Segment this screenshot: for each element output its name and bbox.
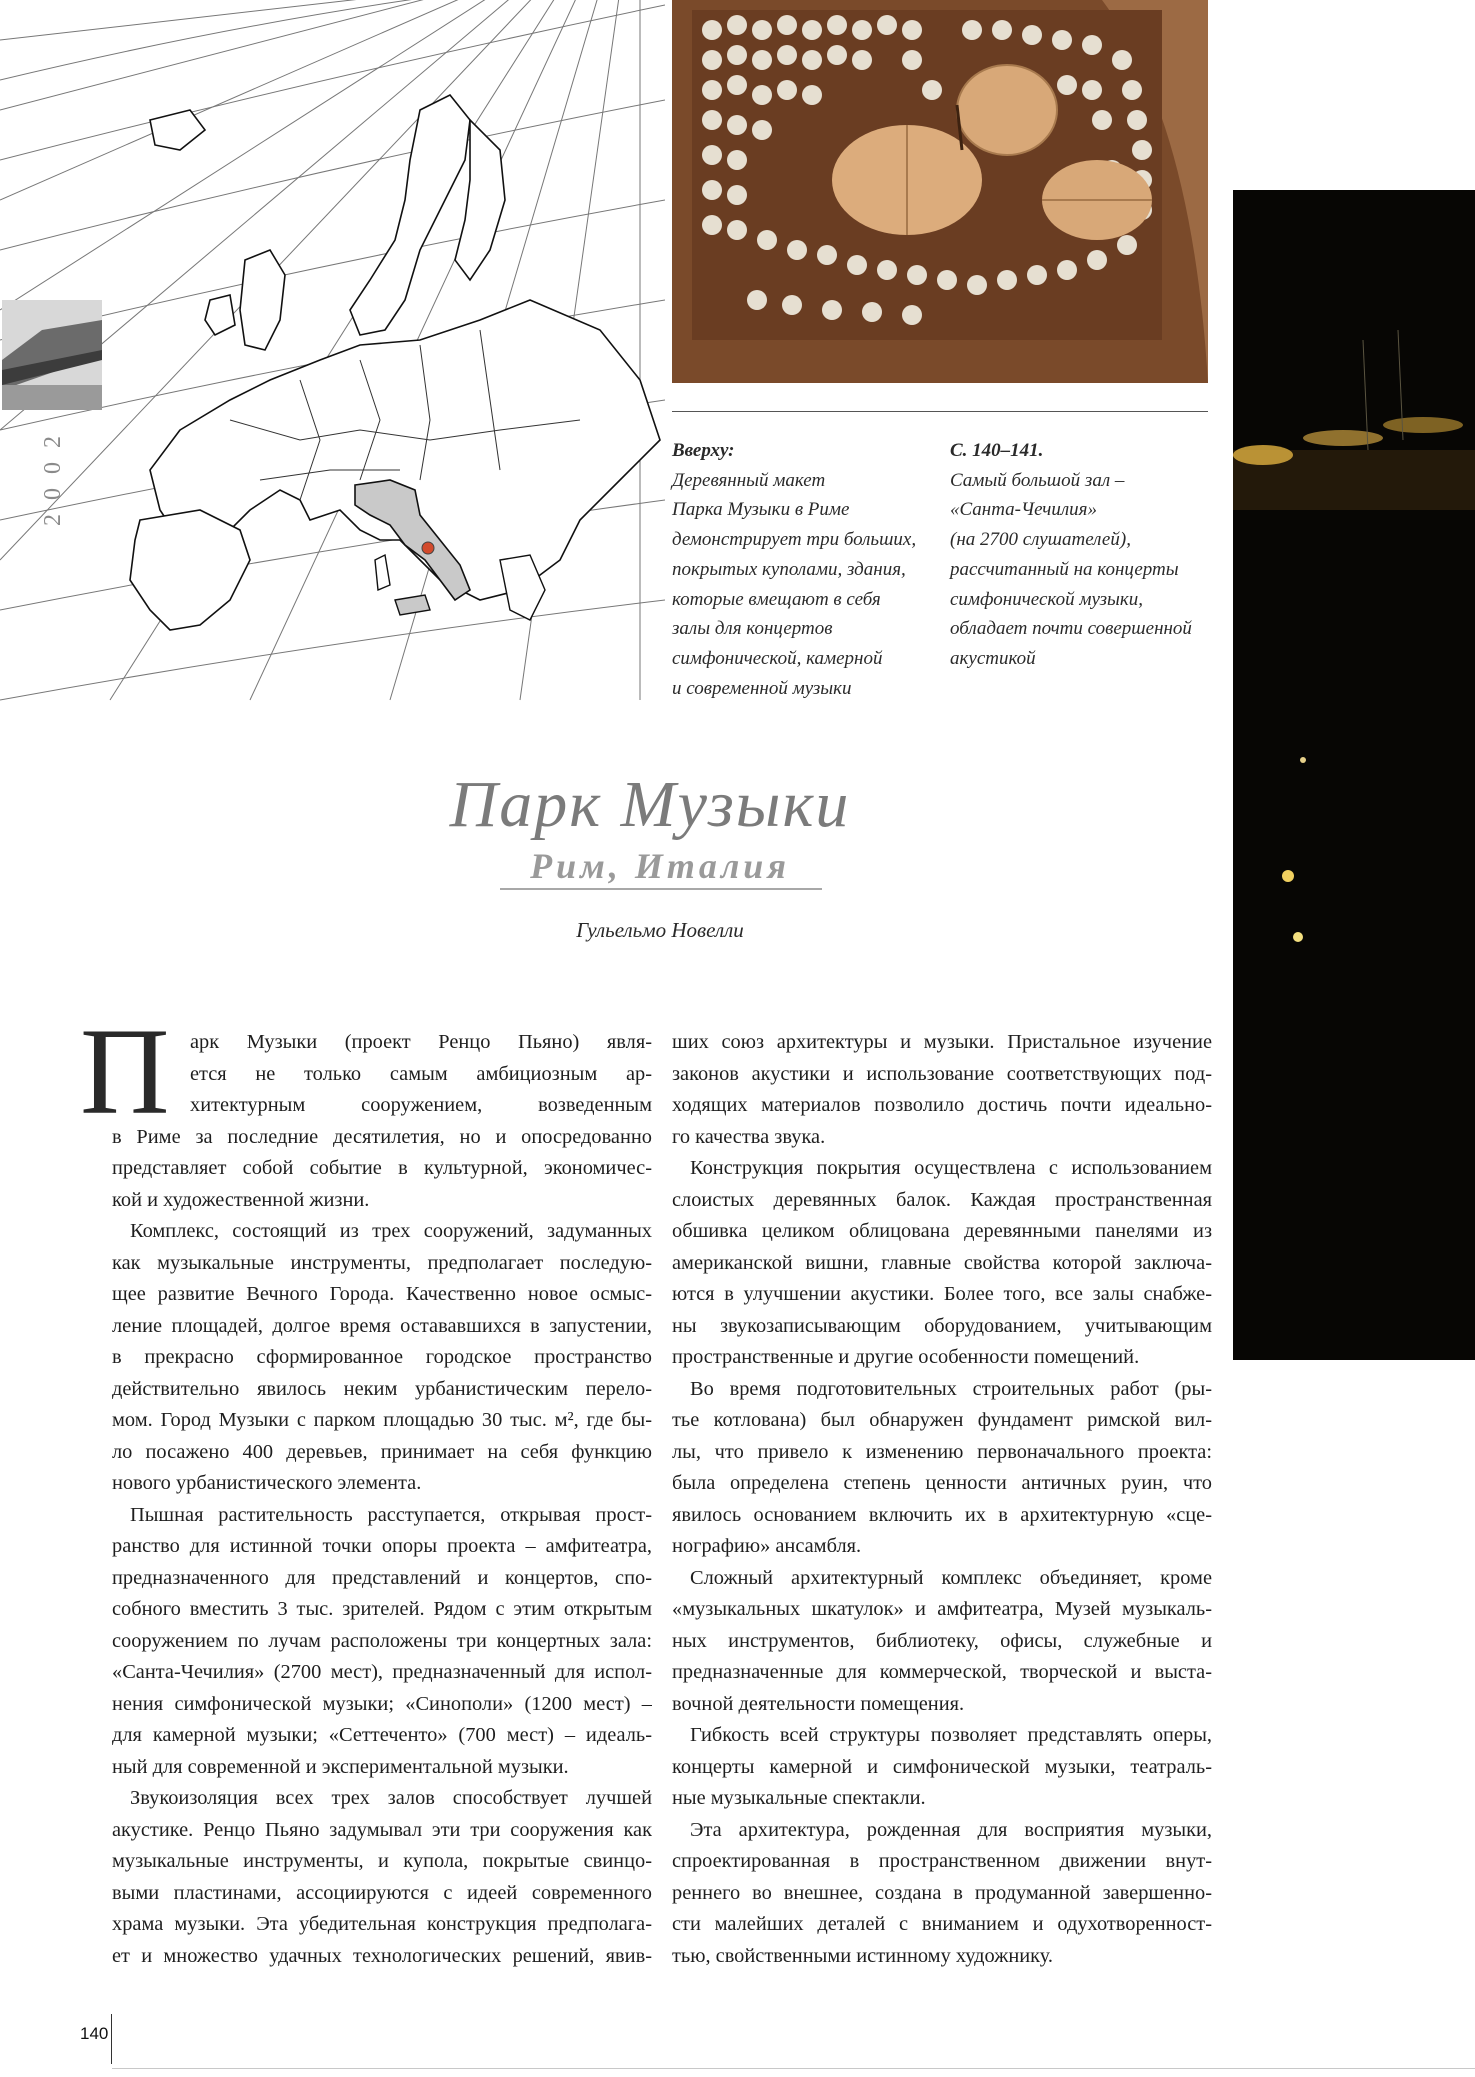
text-line: Во время подготовительных строительных работ (ры- <box>690 1377 1212 1400</box>
text-line: нения симфонической музыки; «Синополи» (1200 мест) – <box>112 1692 652 1715</box>
caption-line: симфонической, камерной <box>672 647 883 669</box>
article-author: Гульельмо Новелли <box>576 918 744 942</box>
footer-rule <box>112 2068 1475 2069</box>
text-line: щее развитие Вечного Города. Качественно новое осмыс- <box>112 1283 652 1305</box>
text-line: предназначенного для представлений и концертов, спо- <box>112 1566 652 1589</box>
text-line: представляет собой событие в культурной, экономичес- <box>112 1157 652 1179</box>
text-line: в прекрасно сформированное городское пространство <box>112 1346 652 1368</box>
caption-heading: Вверху: <box>672 440 735 461</box>
caption-line: демонстрирует три больших, <box>672 529 917 551</box>
text-line: ются в улучшении акустики. Более того, все залы снабже- <box>672 1283 1212 1305</box>
caption-divider <box>672 411 1208 412</box>
text-line: ет и множество удачных технологических решений, явив- <box>112 1944 652 1967</box>
text-line: как музыкальные инструменты, предполагает последую- <box>112 1251 652 1274</box>
text-line: ление площадей, долгое время остававшихся в запустении, <box>112 1314 652 1337</box>
text-line: хитектурным сооружением, возведенным <box>190 1094 652 1116</box>
text-line: го качества звука. <box>672 1125 826 1148</box>
caption-line: залы для концертов <box>672 618 833 640</box>
body-column-left <box>112 1027 652 1972</box>
night-concert-hall-photo <box>1233 190 1475 1360</box>
text-line: сти малейших деталей с вниманием и одухотворенност- <box>672 1913 1212 1935</box>
text-line: ны звукозаписывающим оборудованием, учитывающим <box>672 1314 1212 1337</box>
drop-cap: П <box>80 1003 170 1140</box>
text-line: явилось основанием включить их в архитектурную «сце- <box>672 1503 1212 1526</box>
text-line: законов акустики и использование соответствующих под- <box>672 1062 1212 1085</box>
text-line: выми пластинами, ассоциируются с идеей современного <box>112 1881 652 1904</box>
text-line: собного вместить 3 тыс. зрителей. Рядом с этим открытым <box>112 1598 652 1620</box>
caption-line: которые вмещают в себя <box>672 588 881 610</box>
text-line: Сложный архитектурный комплекс объединяет, кроме <box>690 1566 1212 1589</box>
article-title: Парк Музыки <box>449 768 851 841</box>
text-line: Комплекс, состоящий из трех сооружений, задуманных <box>130 1220 652 1242</box>
text-line: предназначенные для коммерческой, творческой и выста- <box>672 1661 1212 1683</box>
text-line: ло посажено 400 деревьев, принимает на себя функцию <box>112 1440 652 1463</box>
caption-line: (на 2700 слушателей), <box>950 529 1131 551</box>
text-line: нографию» ансамбля. <box>672 1535 862 1557</box>
caption-line: рассчитанный на концерты <box>950 558 1179 580</box>
text-line: Эта архитектура, рожденная для восприятия музыки, <box>690 1818 1212 1841</box>
text-line: в Риме за последние десятилетия, но и опосредованно <box>112 1125 652 1148</box>
text-line: мом. Город Музыки с парком площадью 30 тыс. м², где бы- <box>112 1409 652 1431</box>
text-line: «музыкальных шкатулок» и амфитеатра, Музей музыкаль- <box>672 1598 1212 1620</box>
wooden-model-photo <box>672 0 1208 383</box>
text-line: Звукоизоляция всех трех залов способствует лучшей <box>130 1787 652 1809</box>
caption-line: «Санта-Чечилия» <box>950 499 1097 521</box>
text-line: концерты камерной и симфонической музыки, театраль- <box>672 1755 1212 1778</box>
text-line: реннего во внешнее, создана в продуманной завершенно- <box>672 1881 1212 1904</box>
text-line: ходящих материалов позволило достичь почти идеально- <box>672 1094 1212 1116</box>
text-line: ные музыкальные спектакли. <box>672 1787 926 1809</box>
text-line: музыкальные инструменты, и купола, покрытые свинцо- <box>112 1850 652 1872</box>
page-number: 140 <box>80 2024 109 2043</box>
text-line: спроектированная в пространственном движении внут- <box>672 1850 1212 1872</box>
rome-marker <box>422 542 434 554</box>
text-line: была определена степень ценности античных руин, что <box>672 1472 1212 1494</box>
caption-line: Самый большой зал – <box>950 469 1125 491</box>
text-line: для камерной музыки; «Сеттеченто» (700 мест) – идеаль- <box>112 1724 652 1746</box>
sidebar-thumbnail-photo <box>2 300 102 410</box>
text-line: обшивка целиком облицована деревянными панелями из <box>672 1220 1212 1242</box>
caption-spread-photo <box>950 436 1220 674</box>
text-line: лы, что привело к изменению первоначального проекта: <box>672 1440 1212 1463</box>
caption-line: симфонической музыки, <box>950 588 1144 610</box>
text-line: действительно явилось неким урбанистическим перело- <box>112 1377 652 1400</box>
text-line: тью, свойственными истинному художнику. <box>672 1944 1054 1967</box>
text-line: кой и художественной жизни. <box>112 1188 370 1211</box>
page-number-divider <box>111 2014 112 2064</box>
caption-line: акустикой <box>950 647 1036 669</box>
text-line: ных инструментов, библиотеку, офисы, служебные и <box>672 1629 1212 1652</box>
text-line: Конструкция покрытия осуществлена с использованием <box>690 1157 1212 1179</box>
body-column-right <box>672 1027 1212 1972</box>
text-line: акустике. Ренцо Пьяно задумывал эти три сооружения как <box>112 1818 652 1841</box>
text-line: ших союз архитектуры и музыки. Пристальное изучение <box>672 1031 1212 1053</box>
text-line: сооружением по лучам расположены три концертных зала: <box>112 1629 652 1652</box>
text-line: ранство для истинной точки опоры проекта – амфитеатра, <box>112 1535 652 1557</box>
year-label: 2002 <box>40 422 66 526</box>
caption-top-photo <box>672 436 942 703</box>
caption-line: и современной музыки <box>672 677 852 699</box>
text-line: вочной деятельности помещения. <box>672 1692 965 1715</box>
text-line: тье котлована) был обнаружен фундамент римской вил- <box>672 1409 1212 1431</box>
article-subtitle: Рим, Италия <box>530 846 790 886</box>
subtitle-underline <box>500 888 822 890</box>
text-line: храма музыки. Эта убедительная конструкция предполага- <box>112 1913 652 1935</box>
text-line: Пышная растительность расступается, открывая прост- <box>130 1503 652 1526</box>
text-line: ется не только самым амбициозным ар- <box>190 1062 652 1085</box>
text-line: арк Музыки (проект Ренцо Пьяно) явля- <box>190 1031 652 1053</box>
text-line: Гибкость всей структуры позволяет представлять оперы, <box>690 1724 1212 1746</box>
caption-line: обладает почти совершенной <box>950 618 1192 640</box>
caption-line: Парка Музыки в Риме <box>672 499 850 521</box>
text-line: «Санта-Чечилия» (2700 мест), предназначенный для испол- <box>112 1661 652 1683</box>
map-landmass <box>130 95 660 630</box>
text-line: ный для современной и экспериментальной музыки. <box>112 1755 569 1778</box>
text-line: американской вишни, главные свойства которой заключа- <box>672 1251 1212 1274</box>
text-line: пространственные и другие особенности помещений. <box>672 1346 1140 1368</box>
caption-heading: С. 140–141. <box>950 440 1044 461</box>
caption-line: покрытых куполами, здания, <box>672 558 906 580</box>
text-line: слоистых деревянных балок. Каждая пространственная <box>672 1188 1212 1211</box>
text-line: нового урбанистического элемента. <box>112 1472 422 1494</box>
caption-line: Деревянный макет <box>672 469 826 491</box>
